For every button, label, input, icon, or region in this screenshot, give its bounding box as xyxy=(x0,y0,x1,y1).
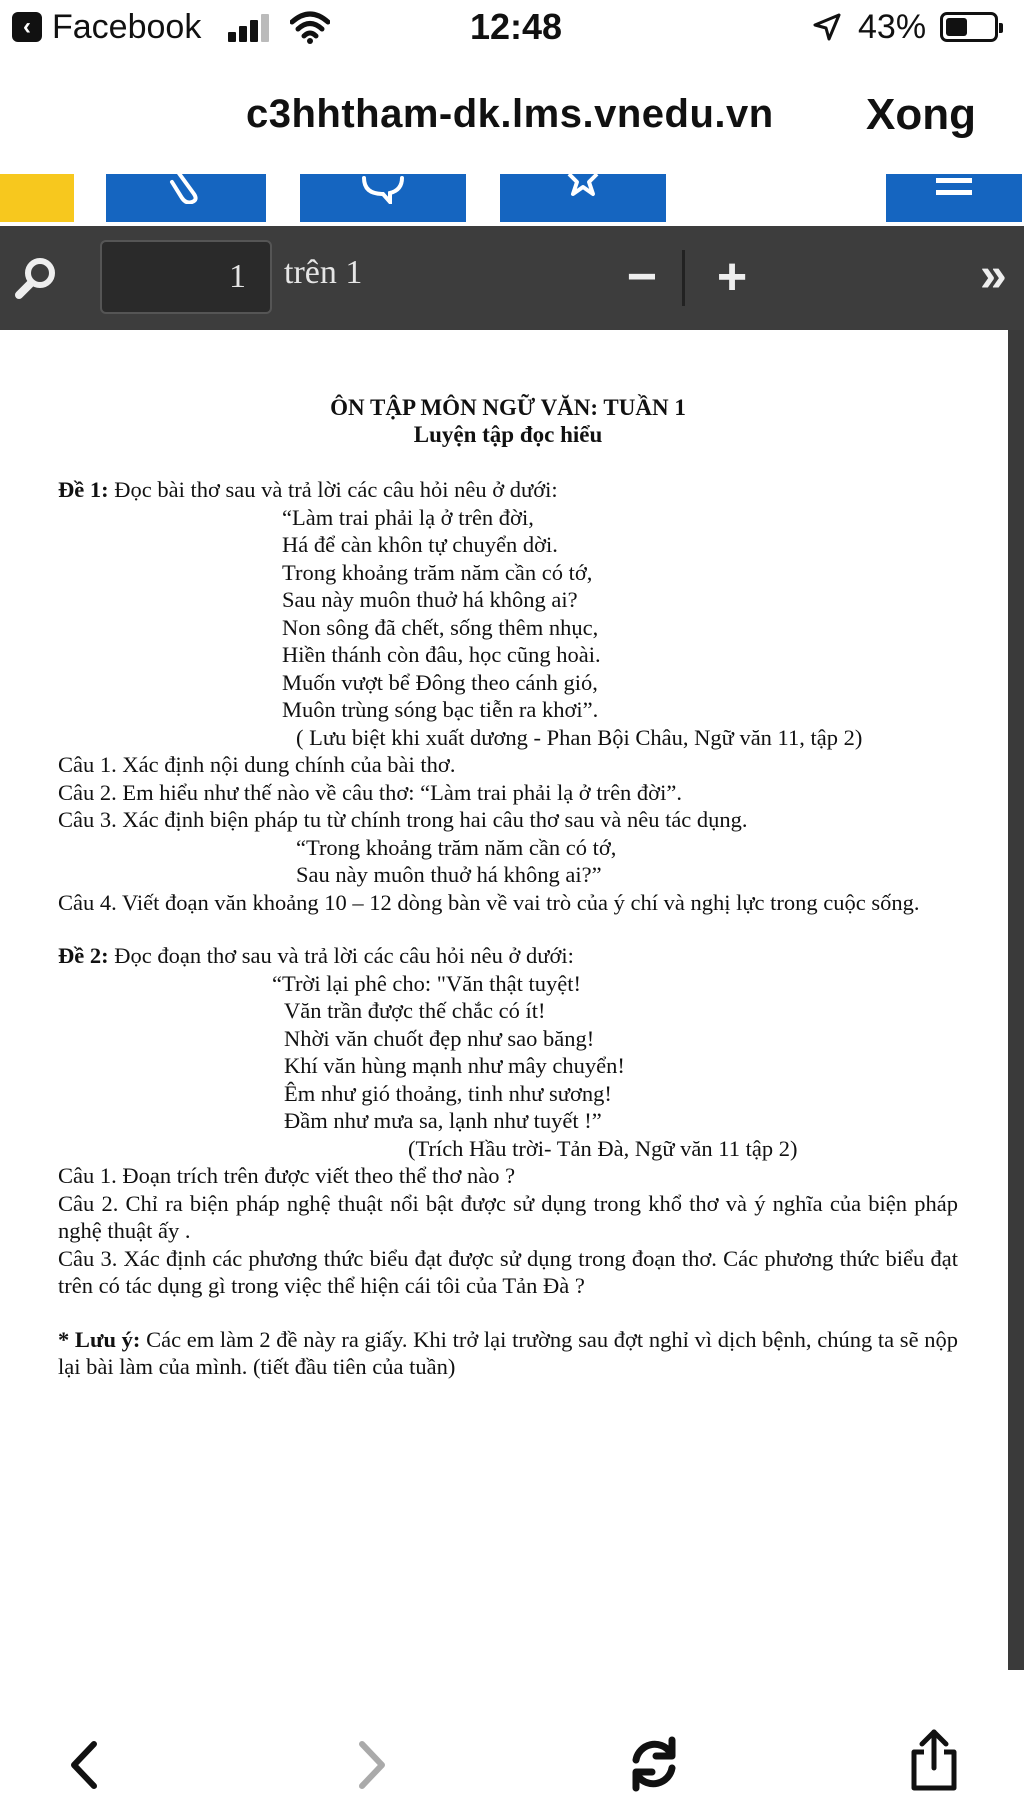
browser-bottom-bar xyxy=(0,1670,1024,1820)
poem-line: Nhời văn chuốt đẹp như sao băng! xyxy=(284,1025,595,1051)
poem-line: Sau này muôn thuở há không ai?” xyxy=(296,862,602,887)
poem-line: Há để càn khôn tự chuyển dời. xyxy=(282,532,558,557)
note: * Lưu ý: Các em làm 2 đề này ra giấy. Khi trở lại trường sau đợt nghỉ vì dịch bệnh, chúng ta sẽ nộp lại bài làm của mình. (tiết đầu tiên của tuần) xyxy=(58,1326,958,1379)
poem-line: Hiền thánh còn đâu, học cũng hoài. xyxy=(282,642,601,667)
chat-bubble-icon xyxy=(360,168,406,204)
star-icon xyxy=(563,168,603,202)
hamburger-menu-button[interactable] xyxy=(886,174,1022,222)
battery-icon xyxy=(940,12,998,42)
zoom-in-button[interactable]: + xyxy=(716,248,748,306)
paperclip-icon xyxy=(166,168,206,204)
page-count-label: trên 1 xyxy=(284,254,363,291)
question: Câu 4. Viết đoạn văn khoảng 10 – 12 dòng bàn về vai trò của ý chí và nghị lực trong cuộc sống. xyxy=(58,889,920,915)
battery-percent: 43% xyxy=(858,8,927,46)
document-page xyxy=(58,394,958,1381)
favorite-button[interactable] xyxy=(500,174,666,222)
exercise-2-heading: Đề 2: Đọc đoạn thơ sau và trả lời các câu hỏi nêu ở dưới: xyxy=(58,943,574,968)
poem-line: Đầm như mưa sa, lạnh như tuyết !” xyxy=(284,1108,602,1133)
back-to-app-label[interactable]: Facebook xyxy=(52,8,202,46)
back-chevron-icon[interactable] xyxy=(66,1740,100,1790)
more-tools-button[interactable]: » xyxy=(980,249,1007,302)
zoom-divider xyxy=(682,250,685,306)
poem-line: Muốn vượt bể Đông theo cánh gió, xyxy=(282,669,598,695)
question: Câu 2. Em hiểu như thế nào về câu thơ: “Làm trai phải lạ ở trên đời”. xyxy=(58,779,682,805)
location-icon xyxy=(812,12,842,42)
clock: 12:48 xyxy=(470,6,563,47)
question: Câu 3. Xác định biện pháp tu từ chính trong hai câu thơ sau và nêu tác dụng. xyxy=(58,807,748,832)
question: Câu 1. Xác định nội dung chính của bài thơ. xyxy=(58,752,456,777)
document-viewport[interactable] xyxy=(0,330,1024,1670)
page-number-input[interactable]: 1 xyxy=(100,240,272,314)
wifi-icon xyxy=(290,10,330,44)
poem-line: Văn trần được thế chắc có ít! xyxy=(284,998,546,1023)
poem-line: “Trời lại phê cho: "Văn thật tuyệt! xyxy=(272,970,581,996)
poem-1 xyxy=(58,504,958,724)
document-title: ÔN TẬP MÔN NGỮ VĂN: TUẦN 1 xyxy=(330,395,686,420)
question: Câu 3. Xác định các phương thức biểu đạt được sử dụng trong đoạn thơ. Các phương thức biểu đạt trên có tác dụng gì trong việc thể hiện cái tôi của Tản Đà ? xyxy=(58,1245,958,1298)
search-icon[interactable] xyxy=(14,256,58,300)
url-domain[interactable]: c3hhtham-dk.lms.vnedu.vn xyxy=(246,92,774,136)
exercise-1-heading: Đề 1: Đọc bài thơ sau và trả lời các câu hỏi nêu ở dưới: xyxy=(58,477,558,502)
poem-line: Sau này muôn thuở há không ai? xyxy=(282,587,578,612)
poem-1-source: ( Lưu biệt khi xuất dương - Phan Bội Châu, Ngữ văn 11, tập 2) xyxy=(296,724,863,750)
poem-2 xyxy=(58,970,958,1135)
reload-icon[interactable] xyxy=(626,1736,682,1792)
question: Câu 1. Đoạn trích trên được viết theo thể thơ nào ? xyxy=(58,1163,516,1188)
forward-chevron-icon[interactable] xyxy=(356,1740,390,1790)
url-bar xyxy=(0,56,1024,174)
hamburger-icon xyxy=(934,168,974,202)
status-bar xyxy=(0,0,1024,56)
question-3-quote xyxy=(58,834,958,889)
poem-2-source: (Trích Hầu trời- Tản Đà, Ngữ văn 11 tập 2) xyxy=(408,1135,798,1161)
site-menu-yellow-button[interactable] xyxy=(0,174,74,222)
document-subtitle: Luyện tập đọc hiểu xyxy=(413,422,603,447)
poem-line: Trong khoảng trăm năm cần có tớ, xyxy=(282,559,593,585)
comment-button[interactable] xyxy=(300,174,466,222)
attachment-button[interactable] xyxy=(106,174,266,222)
done-button[interactable]: Xong xyxy=(866,90,976,139)
poem-line: Êm như gió thoảng, tinh như sương! xyxy=(284,1080,612,1106)
signal-icon xyxy=(228,14,272,42)
scrollbar[interactable] xyxy=(1008,330,1024,1670)
poem-line: Non sông đã chết, sống thêm nhục, xyxy=(282,614,599,640)
poem-line: “Trong khoảng trăm năm cần có tớ, xyxy=(296,834,617,860)
site-toolbar xyxy=(0,174,1024,226)
question: Câu 2. Chỉ ra biện pháp nghệ thuật nổi bật được sử dụng trong khổ thơ và ý nghĩa của biện pháp nghệ thuật ấy . xyxy=(58,1190,958,1243)
zoom-out-button[interactable]: − xyxy=(626,248,658,306)
poem-line: Muôn trùng sóng bạc tiễn ra khơi”. xyxy=(282,697,599,722)
poem-line: “Làm trai phải lạ ở trên đời, xyxy=(282,504,534,530)
back-to-app-icon[interactable]: ‹ xyxy=(12,12,42,42)
poem-line: Khí văn hùng mạnh như mây chuyển! xyxy=(284,1053,625,1078)
share-icon[interactable] xyxy=(910,1728,958,1792)
pdf-toolbar xyxy=(0,226,1024,330)
